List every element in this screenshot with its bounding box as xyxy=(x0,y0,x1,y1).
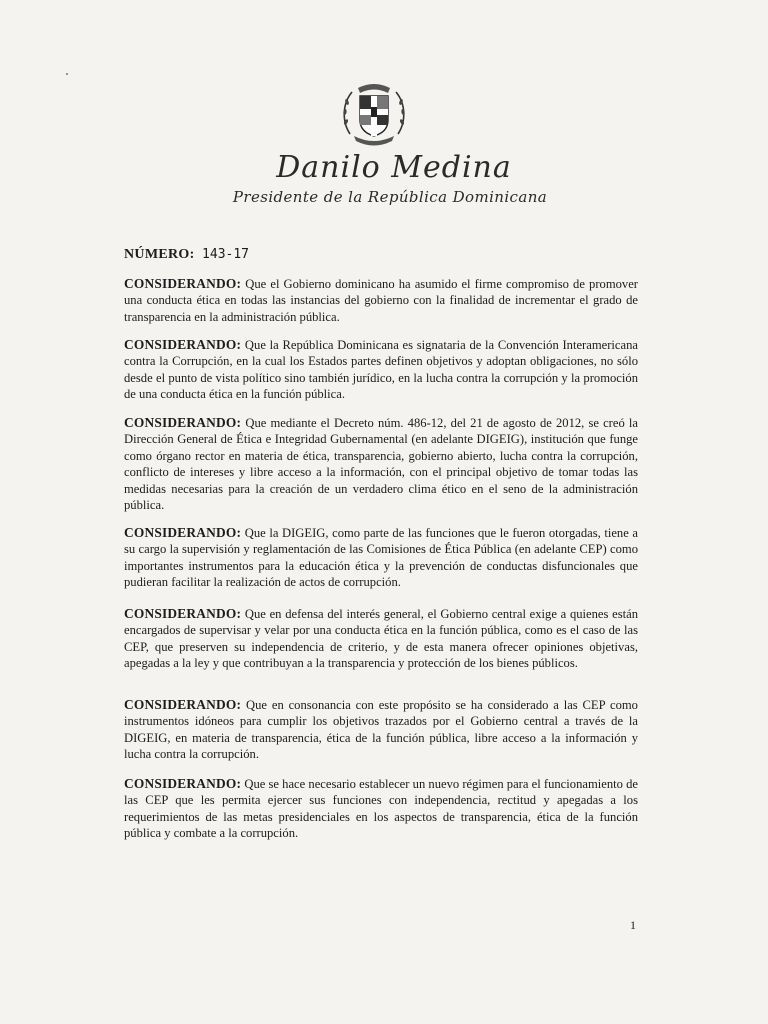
considerando-paragraph xyxy=(124,276,638,325)
page-number: 1 xyxy=(630,918,636,932)
paragraph-lead: CONSIDERANDO: xyxy=(124,525,242,540)
considerando-paragraph xyxy=(124,697,638,763)
considerando-paragraph xyxy=(124,337,638,403)
paragraph-text: Que el Gobierno dominicano ha asumido el firme compromiso de promover una conducta ética en todas las instancias del gobierno con la finalidad de incrementar el grado de transparencia en la administración pública. xyxy=(124,277,638,324)
paragraph-text: Que se hace necesario establecer un nuevo régimen para el funcionamiento de las CEP que les permita ejercer sus funciones con independencia, rectitud y apegadas a los requerimientos de las metas presidenciales en los aspectos de transparencia, ética de la función pública y combate a la corrupción. xyxy=(124,777,638,841)
paragraph-lead: CONSIDERANDO: xyxy=(124,337,242,352)
paragraph-text: Que en consonancia con este propósito se ha considerado a las CEP como instrumentos idóneos para cumplir los objetivos trazados por el Gobierno central a través de la DIGEIG, en materia de transparencia, ética de la función pública, libre acceso a la información y lucha contra la corrupción. xyxy=(124,698,638,762)
document-number-label: NÚMERO: xyxy=(124,247,195,262)
considerando-paragraph xyxy=(124,776,638,842)
paragraph-lead: CONSIDERANDO: xyxy=(124,606,242,621)
paragraph-text: Que la República Dominicana es signataria de la Convención Interamericana contra la Corrupción, en la cual los Estados partes definen objetivos y adoptan obligaciones, no sólo desde el punto de vista político sino también jurídico, en la lucha contra la corrupción y la promoción de una conducta ética en la función pública. xyxy=(124,338,638,402)
paragraph-lead: CONSIDERANDO: xyxy=(124,276,242,291)
paragraph-text: Que mediante el Decreto núm. 486-12, del 21 de agosto de 2012, se creó la Dirección General de Ética e Integridad Gubernamental (en adelante DIGEIG), institución que funge como órgano rector en materia de ética, transparencia, gobierno abierto, lucha contra la corrupción, conflicto de intereses y libre acceso a la información, con el principal objetivo de tomar todas las medidas necesarias para la creación de un verdadero clima ético en el seno de la administración pública. xyxy=(124,416,638,513)
signature-name: Danilo Medina xyxy=(276,150,512,185)
signature-title: Presidente de la República Dominicana xyxy=(232,188,548,206)
paragraph-lead: CONSIDERANDO: xyxy=(124,415,242,430)
coat-of-arms-icon xyxy=(336,74,412,150)
scan-speck xyxy=(66,73,68,75)
considerando-paragraph xyxy=(124,606,638,672)
considerando-paragraph xyxy=(124,525,638,591)
paragraph-text: Que en defensa del interés general, el Gobierno central exige a quienes están encargados de supervisar y velar por una conducta ética en la función pública, como es el caso de las CEP, que preserven su independencia de criterio, y de esta manera ofrecer opiniones objetivas, apegadas a la ley y que contribuyan a la transparencia y protección de los bienes públicos. xyxy=(124,607,638,671)
paragraph-lead: CONSIDERANDO: xyxy=(124,776,242,791)
paragraph-lead: CONSIDERANDO: xyxy=(124,697,242,712)
document-number-value: 143-17 xyxy=(202,247,250,262)
paragraph-text: Que la DIGEIG, como parte de las funciones que le fueron otorgadas, tiene a su cargo la supervisión y reglamentación de las Comisiones de Ética Pública (en adelante CEP) como importantes instrumentos para la educación ética y la prevención de conductas disfuncionales que pudieran facilitar la realización de actos de corrupción. xyxy=(124,526,638,590)
considerando-paragraph xyxy=(124,415,638,513)
document-number xyxy=(124,247,249,263)
